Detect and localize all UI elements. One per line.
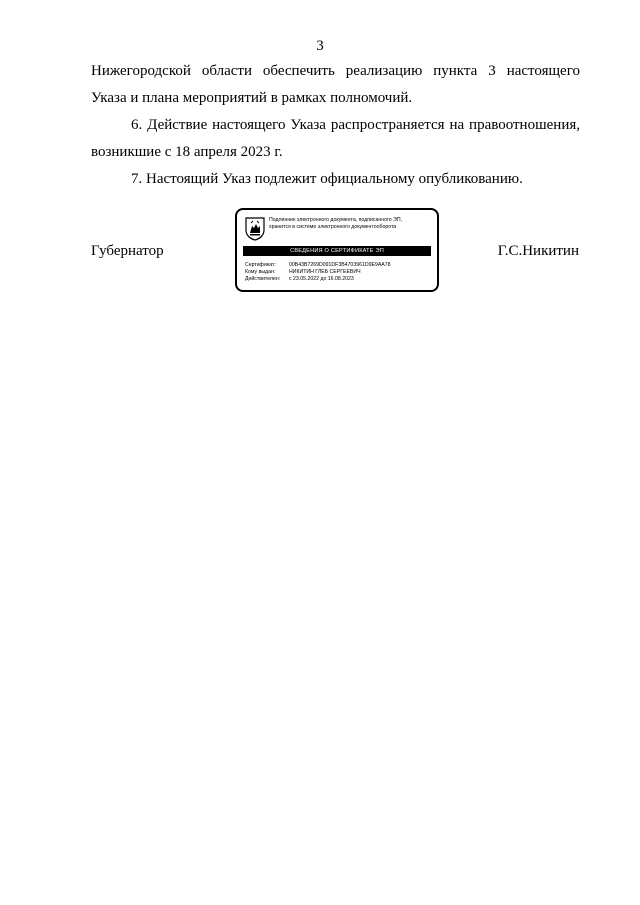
stamp-note-line: Подлинник электронного документа, подписанного ЭП,: [269, 217, 403, 223]
paragraph-line: Указа и плана мероприятий в рамках полномочий.: [91, 90, 413, 106]
paragraph-line: 6. Действие настоящего Указа распространяется на правоотношения,: [131, 117, 580, 133]
stamp-row-issued-to: [245, 269, 435, 276]
electronic-signature-stamp: [235, 208, 439, 292]
signatory-position: Губернатор: [91, 243, 164, 259]
document-body: [91, 58, 580, 193]
stamp-row-value: с 23.05.2022 до 16.08.2023: [289, 276, 354, 282]
stamp-row-label: Сертификат:: [245, 262, 276, 268]
signatory-name: Г.С.Никитин: [497, 243, 579, 259]
stamp-row-value: 00B43B7269D091DF3B4703961D9E9AA78: [289, 262, 391, 268]
stamp-row-label: Действителен:: [245, 276, 281, 282]
stamp-row-label: Кому выдан:: [245, 269, 276, 275]
stamp-row-value: НИКИТИН ГЛЕБ СЕРГЕЕВИЧ: [289, 269, 361, 275]
stamp-header: СВЕДЕНИЯ О СЕРТИФИКАТЕ ЭП: [243, 246, 431, 256]
paragraph-line: Нижегородской области обеспечить реализацию пункта 3 настоящего: [91, 63, 580, 79]
stamp-details: [245, 262, 435, 283]
stamp-row-validity: [245, 276, 435, 283]
coat-of-arms-icon: [245, 217, 265, 241]
paragraph-line: возникшие с 18 апреля 2023 г.: [91, 144, 283, 160]
page-number: 3: [316, 38, 324, 54]
paragraph-line: 7. Настоящий Указ подлежит официальному опубликованию.: [131, 171, 523, 187]
stamp-note-line: хранится в системе электронного документооборота: [269, 224, 397, 230]
stamp-note: [269, 217, 435, 231]
stamp-row-certificate: [245, 262, 435, 269]
